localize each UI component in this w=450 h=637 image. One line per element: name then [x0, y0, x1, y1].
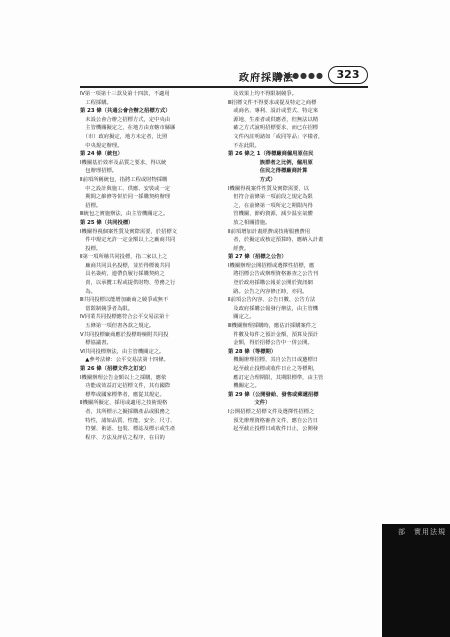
left-column	[80, 90, 218, 442]
text-line: 當限制競爭者為限。	[80, 305, 133, 312]
text-line: 路。公告之內容修正時，亦同。	[228, 288, 308, 295]
text-line: 中之設計與施工、供應、安裝或一定	[80, 185, 171, 192]
text-line: （市）政府擬定，地方未定者，比照	[80, 133, 168, 140]
text-line: 起至截止投標或收件日止之等標期，	[228, 366, 319, 372]
text-line: 標準或國家標準者，應從其規定。	[80, 391, 165, 398]
text-line: 包辦理招標。	[80, 168, 118, 175]
article-heading: 住民之得標廠商計算	[228, 168, 308, 175]
text-line: Ⅰ機關得視個案性質及實際需要，於招標文	[80, 228, 177, 235]
text-line: Ⅱ第一項所稱共同投標，指二家以上之	[80, 254, 168, 261]
text-line: 特性，諸如品質、性能、安全、尺寸、	[80, 417, 176, 424]
text-line: 源地、生產者或供應者，但無法以精	[228, 116, 319, 123]
text-line: 起至截止投標日或收件日止，公開發	[228, 426, 319, 433]
text-line: 符號、術語、包裝、標誌及標示或生產	[80, 426, 176, 433]
text-line: 者，於擬定或核定預算時，應納入計畫	[228, 237, 324, 244]
text-line: Ⅳ同業共同投標應符合公平交易法第十	[80, 314, 170, 321]
text-line: Ⅰ公開招標之招標文件及選擇性招標之	[228, 408, 315, 415]
text-line: 登於政府採購公報並公開於資訊網	[228, 280, 313, 287]
article-heading: 族群者之比例，僱用原	[228, 159, 313, 166]
page-number: 323	[328, 66, 368, 84]
text-line: 及效果上均不得限制競爭。	[228, 91, 297, 97]
side-tab-label: 部 實用法規	[398, 528, 446, 536]
text-line: 確之方式說明招標要求，而已在招標	[228, 125, 319, 132]
text-line: 不在此限。	[228, 142, 260, 149]
text-line: Ⅱ前項公告內容、公告日數、公告方法	[228, 297, 316, 304]
article-heading: 第 24 條（統包）	[80, 151, 123, 158]
text-line: 應訂定合理期限，其期限標準，由主管	[228, 374, 324, 381]
text-line: 機關辦理招標，其自公告日或邀標日	[228, 357, 319, 364]
article-heading: 第 23 條（共通公會合辦之招標方式）	[80, 108, 171, 115]
article-heading: 第 28 條（等標期）	[228, 348, 277, 355]
text-line: Ⅵ共同投標辦法，由主管機關定之。	[80, 348, 165, 355]
text-line: 之，在前條第一項所定之期限內得	[228, 202, 313, 209]
text-line: 主管機關擬定之，在地方由直轄市縣縣	[80, 125, 176, 132]
article-heading: 方式）	[228, 176, 276, 183]
text-line: 管機關，節約資源，減少温室氣體	[228, 211, 313, 218]
text-line: 廠商共同具名投標，並於得標後共同	[80, 262, 171, 269]
text-line: Ⅲ機關辦理採購時，應估計採購案件之	[228, 323, 317, 330]
text-line: 程序、方法及評估之程序，在目的	[80, 434, 165, 441]
text-line: 為。	[80, 288, 96, 295]
text-line: 金額，得於招標公告中一併公開。	[228, 340, 313, 347]
text-line: Ⅴ共同投標廠商應於投標時檢附共同投	[80, 331, 169, 338]
text-line: 五條第一項但書各款之規定。	[80, 323, 155, 330]
text-line: Ⅲ統包之實施辦法，由主管機關定之。	[80, 211, 169, 218]
text-line: 或商名、專利、設計或型式、特定來	[228, 108, 319, 115]
text-line: Ⅱ前項所稱統包，指將工程或財物採購	[80, 176, 168, 183]
article-heading: 第 29 條（公開發給、發售或郵遞招標	[228, 391, 319, 398]
side-thumb-tab	[382, 524, 450, 637]
running-title: 政府採購法	[239, 73, 294, 84]
text-line: 文件內註明諸如「或同等品」字樣者，	[228, 133, 324, 140]
text-line: 者，其所標示之擬採購產品或服務之	[80, 408, 171, 415]
text-line: 將招標公告或辦理資格審查之公告刊	[228, 271, 319, 278]
text-line: Ⅱ機關所擬定、採用或適用之技術規格	[80, 400, 168, 407]
text-line: 具名簽約，連帶負履行採購契約之	[80, 271, 165, 278]
text-line: 期間之維修等併於同一採購契約辦理	[80, 194, 171, 201]
text-line: 中央規定辦理。	[80, 142, 123, 149]
text-line: Ⅲ共同投標以能增加廠商之競爭或無不	[80, 297, 169, 304]
article-heading: 文件）	[228, 400, 271, 407]
text-line: Ⅰ機關基於效率及品質之要求，得以統	[80, 159, 167, 166]
text-line: 件中規定允許一定金額以上之廠商共同	[80, 237, 176, 244]
text-line: 標協議書。	[80, 340, 112, 347]
text-line: Ⅳ第一項第十三款及第十四款，不適用	[80, 91, 170, 97]
article-heading: 第 27 條（招標之公告）	[228, 254, 287, 261]
text-line: 預先辦理資格審查文件，應自公告日	[228, 417, 319, 424]
header-dots: ●●●●●●	[276, 71, 324, 80]
text-line: 責，以承攬工程或提供財物、勞務之行	[80, 280, 176, 287]
text-line: 及政府採購公報發行辦法，由主管機	[228, 305, 319, 312]
text-line: 招標。	[80, 202, 102, 209]
text-line: Ⅰ機關辦理公開招標或選擇性招標，應	[228, 262, 315, 269]
text-line: 經費。	[228, 245, 250, 252]
text-line: ▲參考法條：公平交易法第十四條。	[80, 357, 169, 364]
article-heading: 第 25 條（共同投標）	[80, 219, 134, 226]
text-line: 機關定之。	[228, 383, 260, 390]
text-line: Ⅰ機關辦理公告金額以上之採購，應依	[80, 374, 167, 381]
text-line: Ⅰ機關得視案件性質及實際需要，以	[228, 185, 310, 192]
text-line: 件數及每件之預計金額，預算及預計	[228, 331, 319, 338]
text-line: Ⅱ前項增加計畫經費或技術服務費用	[228, 228, 311, 235]
text-line: 工程採購。	[80, 99, 112, 106]
article-heading: 第 26 條（招標文件之訂定）	[80, 366, 150, 372]
header-rule	[80, 86, 368, 88]
text-line: 但符合前條第一項前段之規定為限	[228, 194, 313, 201]
page-header	[72, 66, 382, 86]
text-line: 未設公會合辦之招標方式，定中央由	[80, 116, 171, 123]
text-line: 放之相關措施。	[228, 219, 271, 226]
text-line: 關定之。	[228, 314, 255, 321]
text-line: Ⅲ招標文件不得要求或提及特定之商標	[228, 99, 317, 106]
text-line: 功能或效益訂定招標文件，其有國際	[80, 383, 171, 390]
right-column	[228, 90, 366, 434]
text-line: 投標。	[80, 245, 102, 252]
article-heading: 第 26 條之 1（得標廠商僱用原住民	[228, 151, 314, 158]
